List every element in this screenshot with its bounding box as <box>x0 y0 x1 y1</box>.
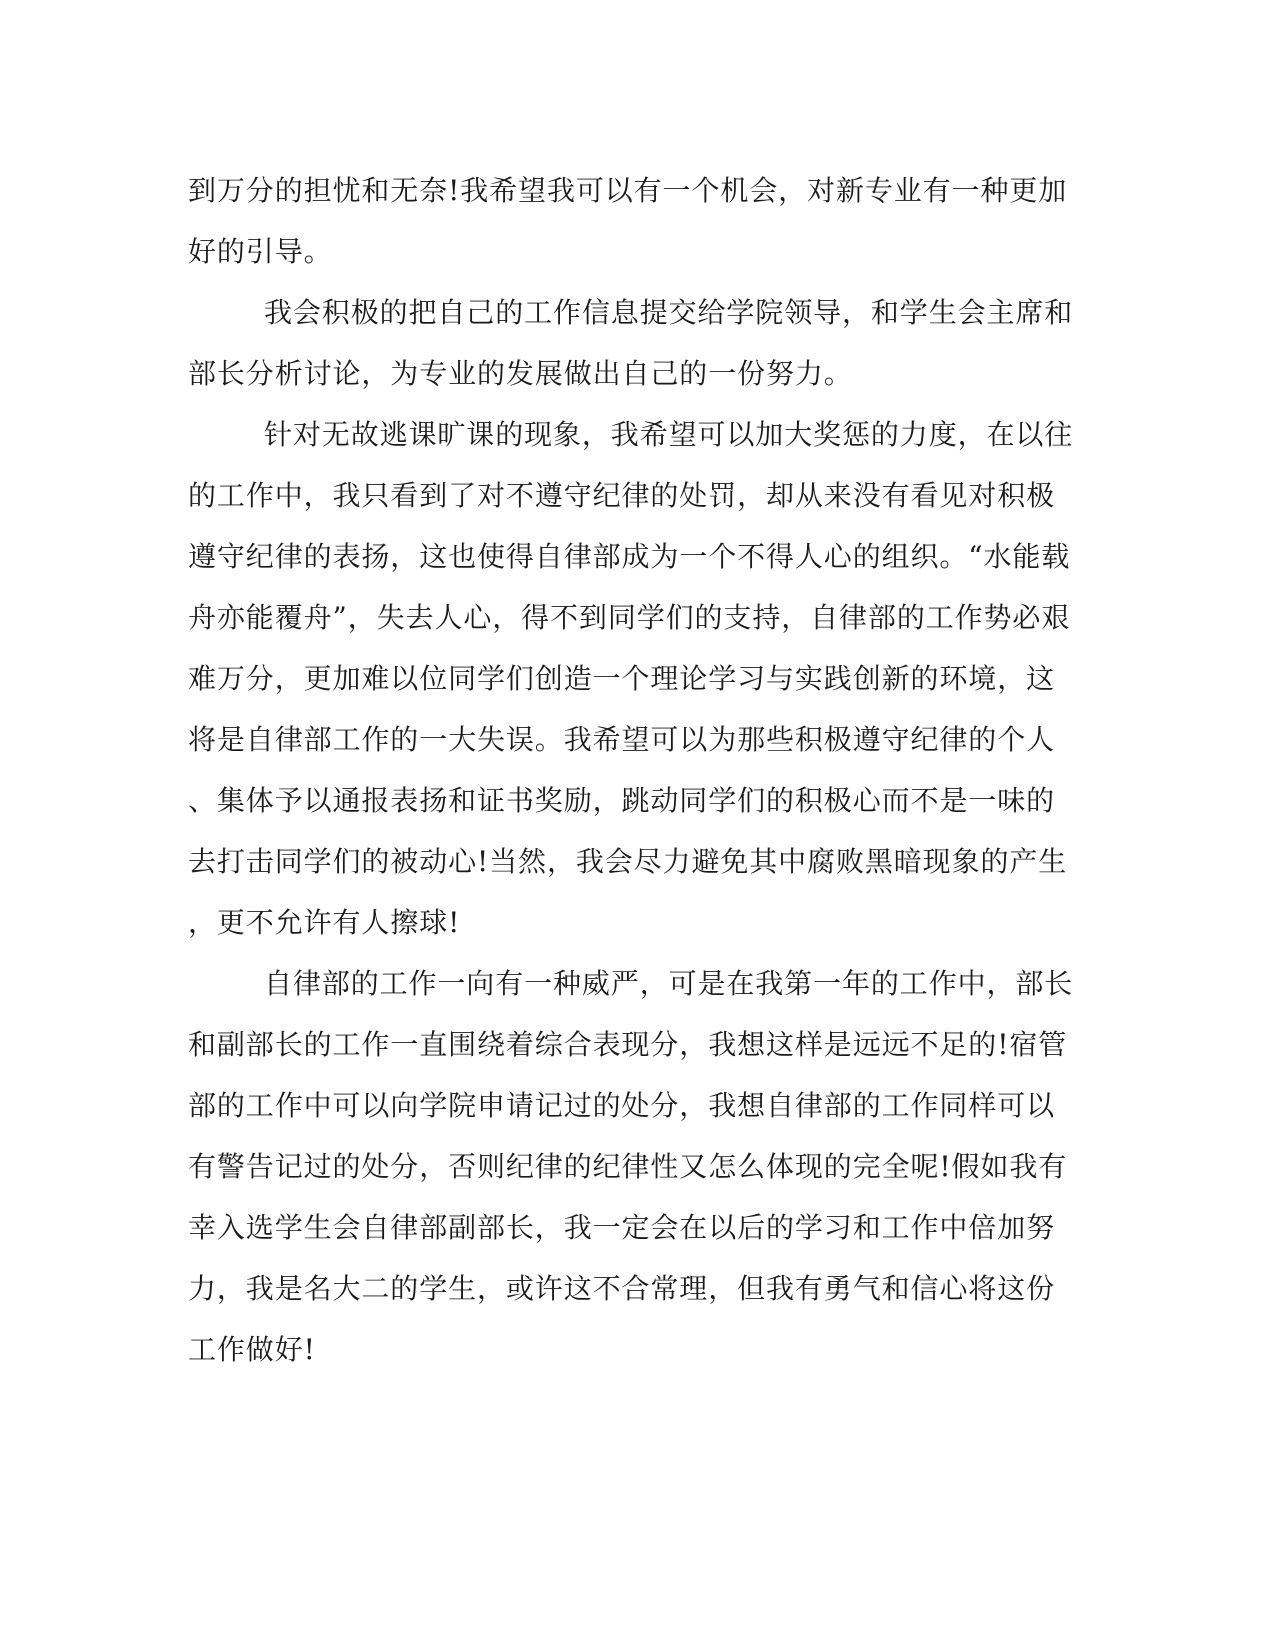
paragraph-start-line: 我会积极的把自己的工作信息提交给学院领导，和学生会主席和 <box>264 296 1074 329</box>
text-line: 工作做好! <box>188 1333 316 1366</box>
paragraph-start-line: 针对无故逃课旷课的现象，我希望可以加大奖惩的力度，在以往 <box>264 418 1074 451</box>
text-line: 到万分的担忧和无奈!我希望我可以有一个机会，对新专业有一种更加 <box>188 174 1068 207</box>
text-line: 、集体予以通报表扬和证书奖励，跳动同学们的积极心而不是一味的 <box>188 784 1056 817</box>
document-body <box>188 160 1088 1380</box>
text-line: 有警告记过的处分，否则纪律的纪律性又怎么体现的完全呢!假如我有 <box>188 1150 1068 1183</box>
text-line: 难万分，更加难以位同学们创造一个理论学习与实践创新的环境，这 <box>188 662 1056 695</box>
text-line: 将是自律部工作的一大失误。我希望可以为那些积极遵守纪律的个人 <box>188 723 1056 756</box>
text-line: 去打击同学们的被动心!当然，我会尽力避免其中腐败黑暗现象的产生 <box>188 845 1068 878</box>
text-line: 的工作中，我只看到了对不遵守纪律的处罚，却从来没有看见对积极 <box>188 479 1056 512</box>
text-line: 部长分析讨论，为专业的发展做出自己的一份努力。 <box>188 357 853 390</box>
text-line: 好的引导。 <box>188 235 333 268</box>
text-line: 部的工作中可以向学院申请记过的处分，我想自律部的工作同样可以 <box>188 1089 1056 1122</box>
text-line: 幸入选学生会自律部副部长，我一定会在以后的学习和工作中倍加努 <box>188 1211 1056 1244</box>
paragraph-start-line: 自律部的工作一向有一种威严，可是在我第一年的工作中，部长 <box>264 967 1074 1000</box>
text-line: 和副部长的工作一直围绕着综合表现分，我想这样是远远不足的!宿管 <box>188 1028 1068 1061</box>
text-line: 遵守纪律的表扬，这也使得自律部成为一个不得人心的组织。“水能载 <box>188 540 1071 573</box>
text-line: 力，我是名大二的学生，或许这不合常理，但我有勇气和信心将这份 <box>188 1272 1056 1305</box>
text-line: 舟亦能覆舟”，失去人心，得不到同学们的支持，自律部的工作势必艰 <box>188 601 1071 634</box>
text-line: ，更不允许有人擦球! <box>188 906 461 939</box>
